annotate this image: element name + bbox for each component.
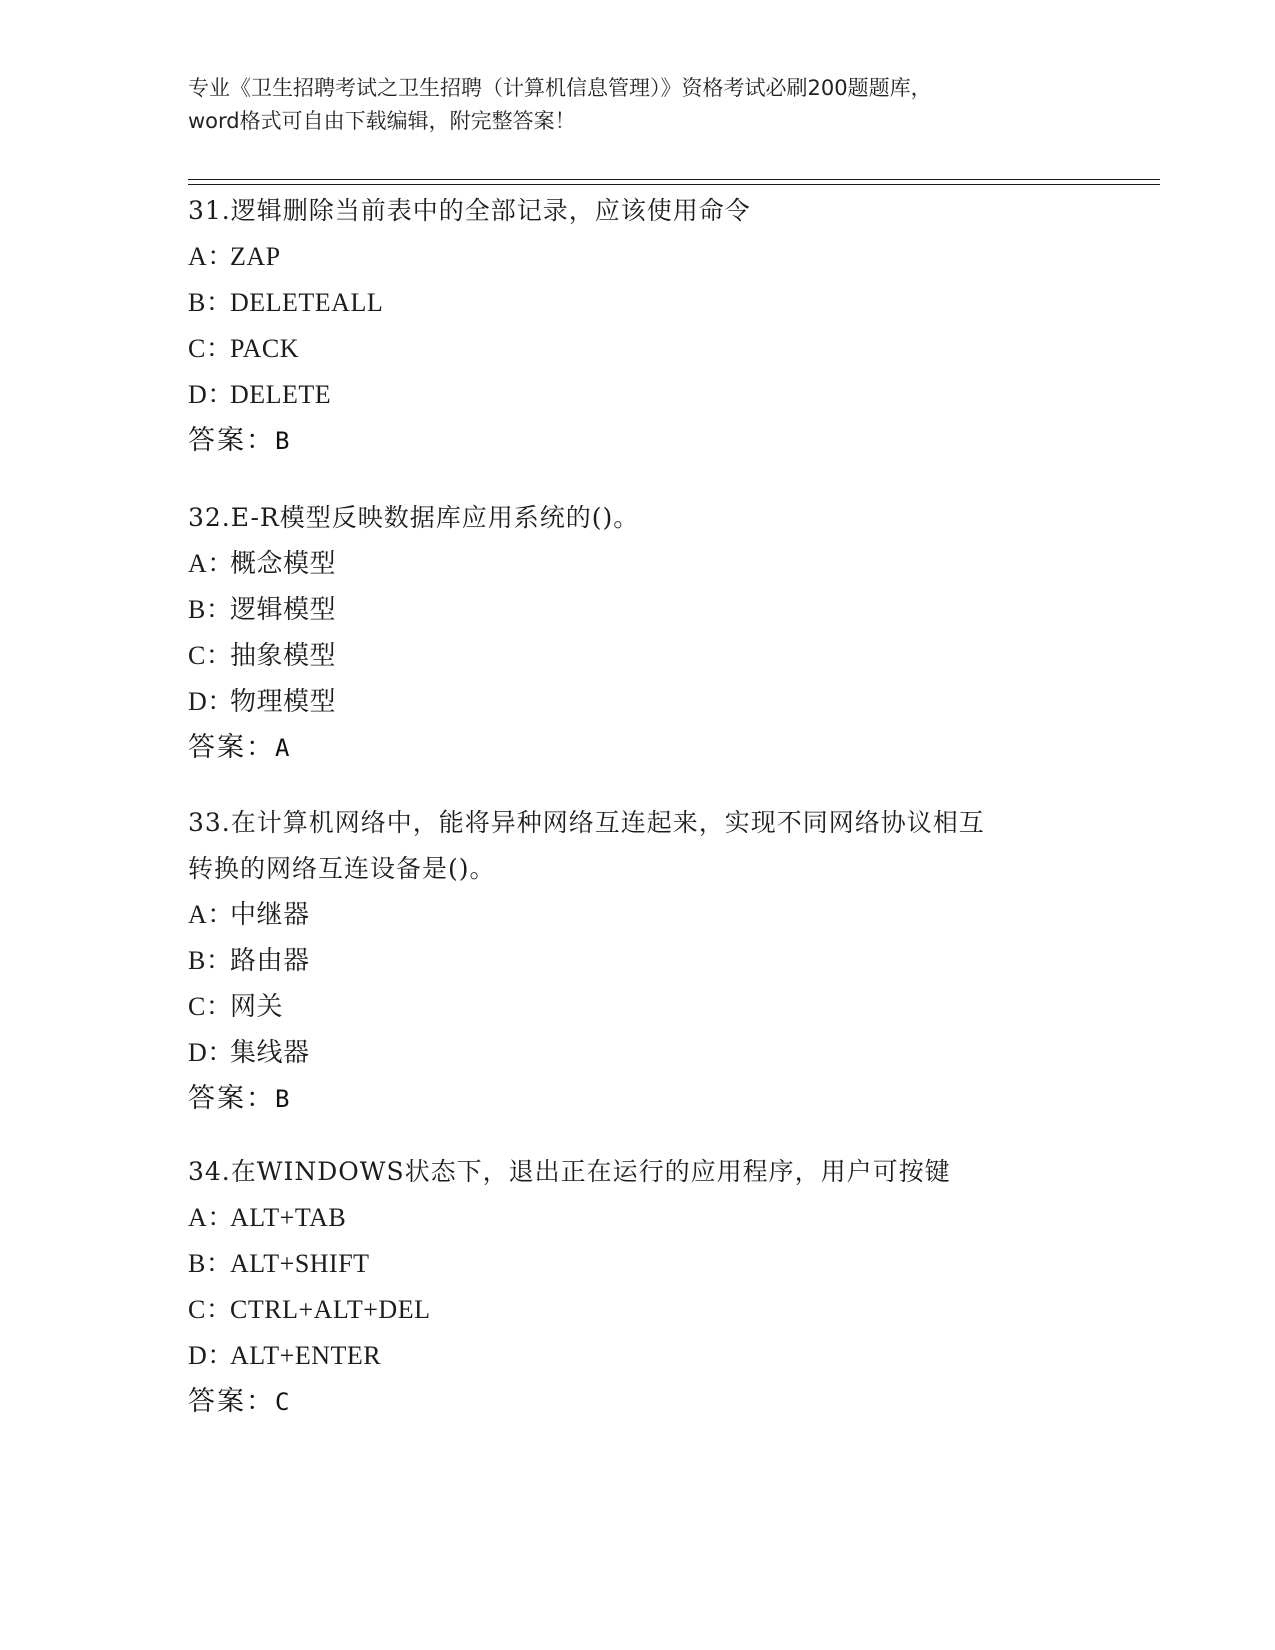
option-a xyxy=(188,541,1088,587)
option-b xyxy=(188,1241,1088,1287)
question-text-line-1: 33.在计算机网络中，能将异种网络互连起来，实现不同网络协议相互 xyxy=(188,808,985,837)
option-text: 物理模型 xyxy=(230,687,337,716)
option-b xyxy=(188,280,1088,326)
answer-value: A xyxy=(275,734,290,762)
header-divider-top xyxy=(188,179,1160,180)
answer-line xyxy=(188,725,1088,771)
question-text: 32.E-R模型反映数据库应用系统的()。 xyxy=(188,503,640,532)
question-text-line-2: 转换的网络互连设备是()。 xyxy=(188,854,496,883)
option-text: 中继器 xyxy=(230,900,310,929)
answer-value: B xyxy=(275,1085,290,1113)
header-divider-bottom xyxy=(188,184,1160,185)
option-c xyxy=(188,984,1088,1030)
option-key: C： xyxy=(188,1295,233,1324)
option-d xyxy=(188,1030,1088,1076)
option-b xyxy=(188,938,1088,984)
option-text: 抽象模型 xyxy=(230,641,337,670)
option-text: 逻辑模型 xyxy=(230,595,337,624)
option-a xyxy=(188,234,1088,280)
answer-line xyxy=(188,1379,1088,1425)
option-key: B： xyxy=(188,595,233,624)
question-text: 31.逻辑删除当前表中的全部记录，应该使用命令 xyxy=(188,196,751,225)
option-a xyxy=(188,1195,1088,1241)
option-key: D： xyxy=(188,380,234,409)
option-c xyxy=(188,326,1088,372)
question-32 xyxy=(188,495,1088,771)
option-text: 路由器 xyxy=(230,946,310,975)
option-b xyxy=(188,587,1088,633)
question-31 xyxy=(188,188,1088,464)
option-key: B： xyxy=(188,1249,233,1278)
document-header xyxy=(188,72,1088,138)
option-key: A： xyxy=(188,900,234,929)
option-key: A： xyxy=(188,1203,234,1232)
option-key: B： xyxy=(188,288,233,317)
header-line-1: 专业《卫生招聘考试之卫生招聘（计算机信息管理）》资格考试必刷200题题库， xyxy=(188,76,932,100)
option-key: D： xyxy=(188,1038,234,1067)
option-key: A： xyxy=(188,242,234,271)
answer-value: B xyxy=(275,427,290,455)
option-text: ALT+ENTER xyxy=(230,1341,382,1370)
answer-line xyxy=(188,1076,1088,1122)
option-text: ALT+SHIFT xyxy=(230,1249,370,1278)
option-key: C： xyxy=(188,334,233,363)
option-key: C： xyxy=(188,641,233,670)
option-d xyxy=(188,372,1088,418)
option-c xyxy=(188,1287,1088,1333)
question-text: 34.在WINDOWS状态下，退出正在运行的应用程序，用户可按键 xyxy=(188,1157,951,1186)
question-33 xyxy=(188,800,1088,1122)
answer-value: C xyxy=(275,1388,290,1416)
option-text: 集线器 xyxy=(230,1038,310,1067)
option-text: 网关 xyxy=(230,992,284,1021)
question-34 xyxy=(188,1149,1088,1425)
header-line-2: word格式可自由下载编辑，附完整答案！ xyxy=(188,109,576,133)
option-key: C： xyxy=(188,992,233,1021)
option-text: CTRL+ALT+DEL xyxy=(230,1295,431,1324)
option-d xyxy=(188,1333,1088,1379)
option-key: B： xyxy=(188,946,233,975)
option-d xyxy=(188,679,1088,725)
option-key: D： xyxy=(188,687,234,716)
option-key: A： xyxy=(188,549,234,578)
option-c xyxy=(188,633,1088,679)
option-text: DELETEALL xyxy=(230,288,384,317)
answer-label: 答案： xyxy=(188,732,275,763)
option-text: ALT+TAB xyxy=(230,1203,347,1232)
option-a xyxy=(188,892,1088,938)
option-text: ZAP xyxy=(230,242,281,271)
answer-line xyxy=(188,418,1088,464)
answer-label: 答案： xyxy=(188,1083,275,1114)
option-text: PACK xyxy=(230,334,299,363)
option-text: DELETE xyxy=(230,380,332,409)
answer-label: 答案： xyxy=(188,1386,275,1417)
option-key: D： xyxy=(188,1341,234,1370)
answer-label: 答案： xyxy=(188,425,275,456)
option-text: 概念模型 xyxy=(230,549,337,578)
